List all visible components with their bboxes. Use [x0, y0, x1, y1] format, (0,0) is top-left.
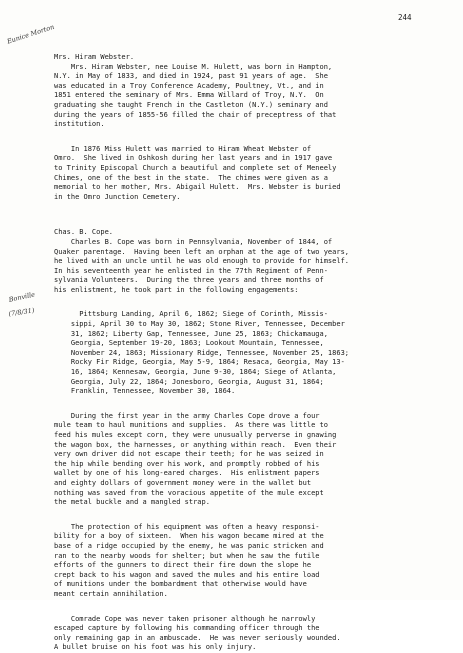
body-paragraph: The protection of his equipment was often a heavy responsi- bility for a boy of sixteen. When his wagon became mired at the base of a ridge occupied by the enemy, he was panic stricken and ran to the nearby woods for shelter; but when he saw the futile efforts of the gunners to direct their fire down the slope he crept back to his wagon and saved the mules and his entire load of munitions under the bombardment that otherwise would have meant certain annihilation.: [54, 522, 324, 598]
body-paragraph: Charles B. Cope was born in Pennsylvania, November of 1844, of Quaker parentage. Having been left an orphan at the age of two years, he lived with an uncle until he was old enough to provide for himself. In his seventeenth year he enlisted in the 77th Regiment of Penn- sylvania Volunteers. During the three years and three months of his enlistment, he took part in the following engagements:: [54, 237, 350, 294]
page-number: 244: [398, 13, 412, 22]
handwritten-note: Eunice Morton: [6, 22, 56, 46]
handwritten-note: (7/8/31): [8, 306, 35, 318]
section-heading: Mrs. Hiram Webster.: [54, 53, 135, 61]
section-heading: Chas. B. Cope.: [54, 228, 114, 237]
body-paragraph: During the first year in the army Charles Cope drove a four mule team to haul munitions and supplies. As there was little to feed his mules except corn, they were unusually perverse in gnawing the wagon box, the harnesses, or anything within reach. Even their very own driver did not escape their teeth; for he was seized in the hip while bending over his work, and promptly robbed of his wallet by one of his long-eared charges. His enlistment papers and eighty dollars of government money were in the wallet but nothing was saved from the voracious appetite of the mule except the metal buckle and a mangled strap.: [54, 411, 337, 507]
handwritten-note: Bonville: [8, 290, 36, 304]
page-body: [54, 53, 454, 653]
body-paragraph: In 1876 Miss Hulett was married to Hiram Wheat Webster of Omro. She lived in Oshkosh during her last years and in 1917 gave to Trinity Episcopal Church a beautiful and complete set of Meneely Chimes, one of the best in the state. The chimes were given as a memorial to her mother, Mrs. Abigail Hulett. Mrs. Webster is buried in the Omro Junction Cemetery.: [54, 144, 341, 201]
engagements-list: Pittsburg Landing, April 6, 1862; Siege of Corinth, Missis- sippi, April 30 to May 30, 1862; Stone River, Tennessee, December 31, 1862; Liberty Gap, Tennessee, June 25, 1863; Chickamauga, Georgia, September 19-20, 1863; Lookout Mountain, Tennessee, November 24, 1863; Missionary Ridge, Tennessee, November 25, 1863; Rocky Fir Ridge, Georgia, May 5-9, 1864; Resaca, Georgia, May 13- 16, 1864; Kennesaw, Georgia, June 9-30, 1864; Siege of Atlanta, Georgia, July 22, 1864; Jonesboro, Georgia, August 31, 1864; Franklin, Tennessee, November 30, 1864.: [70, 310, 350, 396]
body-paragraph: Comrade Cope was never taken prisoner although he narrowly escaped capture by following his commanding officer through the only remaining gap in an ambuscade. He was never seriously wounded. A bullet bruise on his foot was his only injury.: [54, 614, 341, 652]
body-paragraph: Mrs. Hiram Webster, nee Louise M. Hulett, was born in Hampton, N.Y. in May of 1833, and died in 1924, past 91 years of age. She was educated in a Troy Conference Academy, Poultney, Vt., and in 1851 entered the seminary of Mrs. Emma Willard of Troy, N.Y. On graduating she taught French in the Castleton (N.Y.) seminary and during the years of 1855-56 filled the chair of preceptress of that institution.: [54, 62, 337, 129]
